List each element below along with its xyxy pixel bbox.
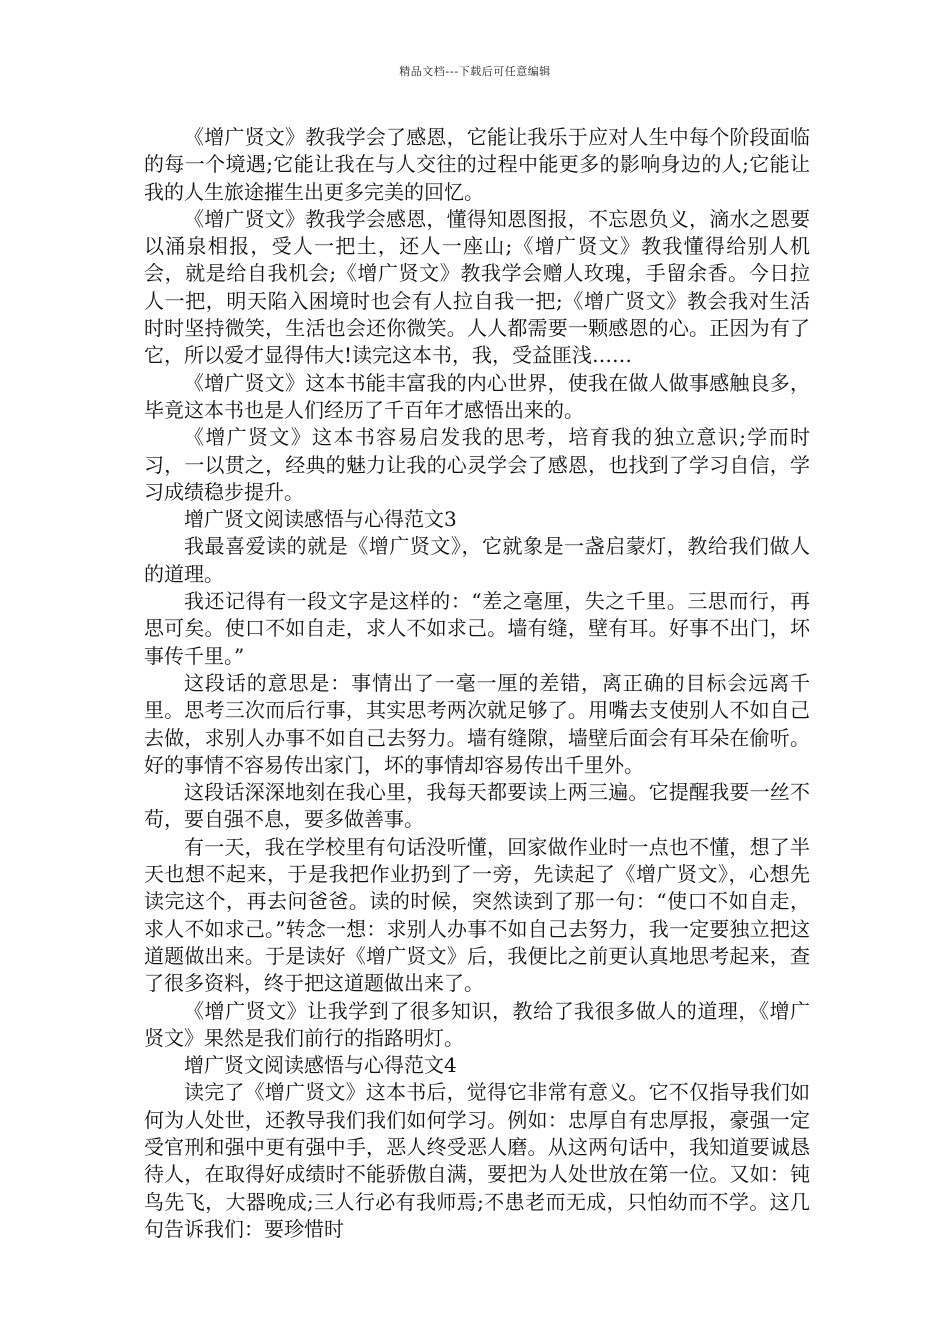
- paragraph-6: 我还记得有一段文字是这样的：“差之毫厘，失之千里。三思而行，再思可矣。使口不如自走，求人不如求己。墙有缝，壁有耳。好事不出门，坏事传千里。”: [144, 589, 810, 668]
- paragraph-10: 《增广贤文》让我学到了很多知识，教给了我很多做人的道理，《增广贤文》果然是我们前行的指路明灯。: [144, 998, 810, 1050]
- paragraph-8: 这段话深深地刻在我心里，我每天都要读上两三遍。它提醒我要一丝不苟，要自强不息，要多做善事。: [144, 780, 810, 832]
- paragraph-1: 《增广贤文》教我学会了感恩，它能让我乐于应对人生中每个阶段面临的每一个境遇;它能让我在与人交往的过程中能更多的影响身边的人;它能让我的人生旅途摧生出更多完美的回忆。: [144, 125, 810, 204]
- paragraph-3: 《增广贤文》这本书能丰富我的内心世界，使我在做人做事感触良多，毕竟这本书也是人们经历了千百年才感悟出来的。: [144, 370, 810, 422]
- paragraph-11: 读完了《增广贤文》这本书后，觉得它非常有意义。它不仅指导我们如何为人处世，还教导我们我们如何学习。例如：忠厚自有忠厚报，豪强一定受官刑和强中更有强中手，恶人终受恶人磨。从这两句话中，我知道要诚恳待人，在取得好成绩时不能骄傲自满，要把为人处世放在第一位。又如：钝鸟先飞，大器晚成;三人行必有我师焉;不患老而无成，只怕幼而不学。这几句告诉我们：要珍惜时: [144, 1080, 810, 1241]
- paragraph-9: 有一天，我在学校里有句话没听懂，回家做作业时一点也不懂，想了半天也想不起来，于是我把作业扔到了一旁，先读起了《增广贤文》，心想先读完这个，再去问爸爸。读的时候，突然读到了那一句：“使口不如自走，求人不如求己。”转念一想：求别人办事不如自己去努力，我一定要独立把这道题做出来。于是读好《增广贤文》后，我便比之前更认真地思考起来，查了很多资料，终于把这道题做出来了。: [144, 834, 810, 996]
- paragraph-2: 《增广贤文》教我学会感恩，懂得知恩图报，不忘恩负义，滴水之恩要以涌泉相报，受人一把土，还人一座山;《增广贤文》教我懂得给别人机会，就是给自我机会;《增广贤文》教我学会赠人玫瑰，手留余香。今日拉人一把，明天陷入困境时也会有人拉自我一把;《增广贤文》教会我对生活时时坚持微笑，生活也会还你微笑。人人都需要一颗感恩的心。正因为有了它，所以爱才显得伟大!读完这本书，我，受益匪浅……: [144, 206, 810, 368]
- section-heading-4: 增广贤文阅读感悟与心得范文4: [184, 1053, 457, 1078]
- section-heading-3: 增广贤文阅读感悟与心得范文3: [184, 507, 457, 532]
- page-header: 精品文档---下载后可任意编辑: [399, 65, 551, 78]
- paragraph-7: 这段话的意思是：事情出了一毫一厘的差错，离正确的目标会远离千里。思考三次而后行事，其实思考两次就足够了。用嘴去支使别人不如自己去做，求别人办事不如自己去努力。墙有缝隙，墙壁后面会有耳朵在偷听。好的事情不容易传出家门，坏的事情却容易传出千里外。: [144, 670, 810, 777]
- paragraph-5: 我最喜爱读的就是《增广贤文》，它就象是一盏启蒙灯，教给我们做人的道理。: [144, 534, 810, 586]
- document-body: [144, 124, 810, 1243]
- paragraph-4: 《增广贤文》这本书容易启发我的思考，培育我的独立意识;学而时习，一以贯之，经典的魅力让我的心灵学会了感恩，也找到了学习自信，学习成绩稳步提升。: [144, 425, 810, 504]
